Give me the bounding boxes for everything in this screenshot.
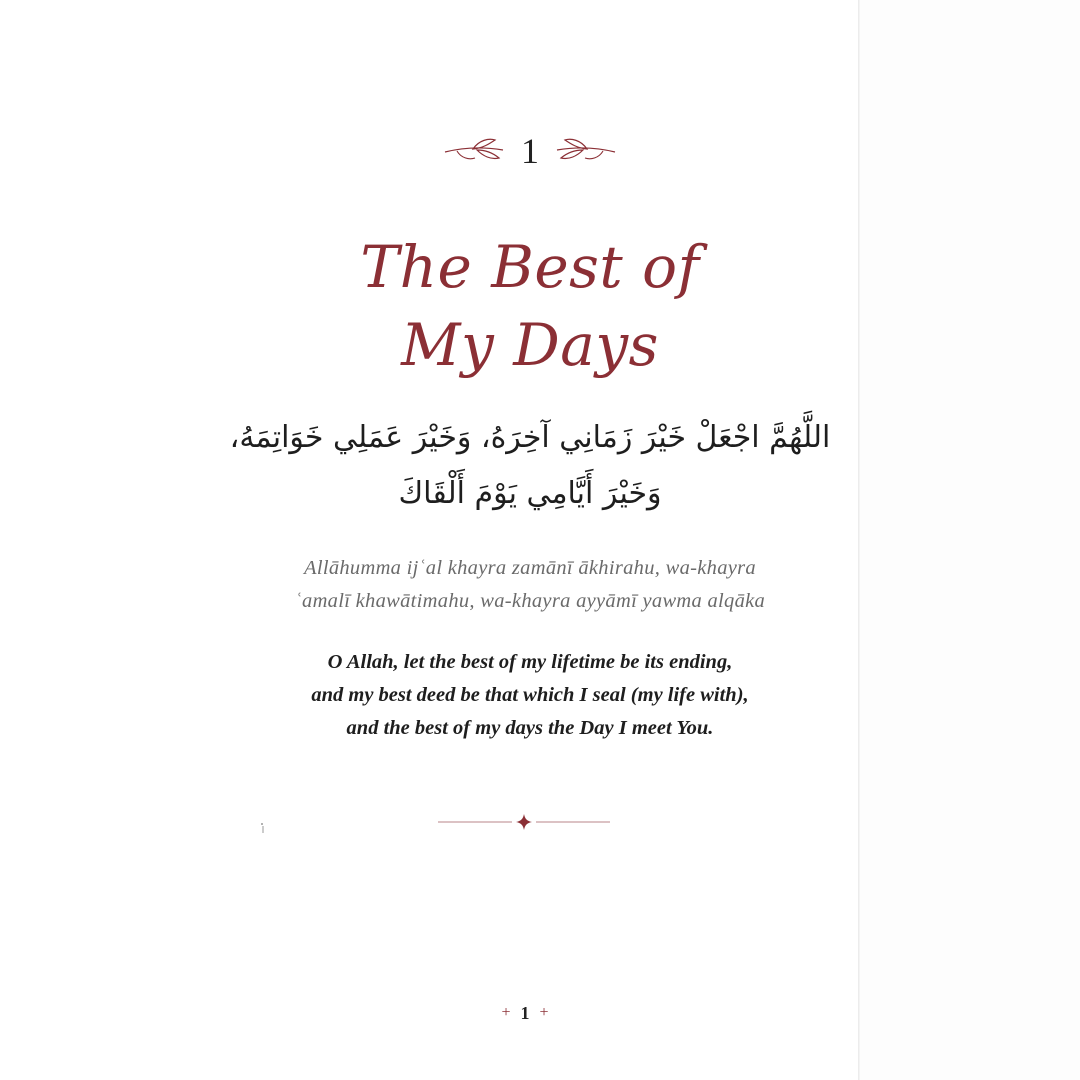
folio-number: 1 [520, 1002, 530, 1023]
chapter-title-line-1: The Best of [360, 233, 700, 301]
transliteration [220, 552, 840, 618]
translation-line-1: O Allah, let the best of my lifetime be its ending, [327, 651, 733, 673]
translation-line-3: and the best of my days the Day I meet You. [346, 717, 714, 739]
chapter-heading [440, 128, 620, 174]
leaf-sprig-left-icon [443, 136, 505, 166]
folio-right-mark: + [539, 1004, 549, 1021]
leaf-sprig-right-icon [555, 136, 617, 166]
fleuron-divider-icon [436, 810, 612, 834]
translation-line-2: and my best deed be that which I seal (my life with), [311, 684, 749, 706]
chapter-number: 1 [521, 131, 539, 171]
page-number [480, 1000, 570, 1026]
chapter-title [300, 228, 760, 384]
arabic-line-2: وَخَيْرَ أَيَّامِي يَوْمَ أَلْقَاكَ [398, 476, 662, 511]
english-translation [220, 646, 840, 745]
transliteration-line-2: ʿamalī khawātimahu, wa-khayra ayyāmī yawma alqāka [294, 590, 766, 612]
chapter-title-line-2: My Days [401, 311, 659, 379]
folio-left-mark: + [501, 1004, 511, 1021]
arabic-supplication [220, 410, 840, 522]
arabic-line-1: اللَّهُمَّ اجْعَلْ خَيْرَ زَمَانِي آخِرَهُ، وَخَيْرَ عَمَلِي خَوَاتِمَهُ، [229, 420, 831, 455]
facing-margin [860, 0, 1080, 1080]
paper-speck [258, 820, 270, 834]
transliteration-line-1: Allāhumma ijʿal khayra zamānī ākhirahu, wa-khayra [304, 557, 756, 579]
